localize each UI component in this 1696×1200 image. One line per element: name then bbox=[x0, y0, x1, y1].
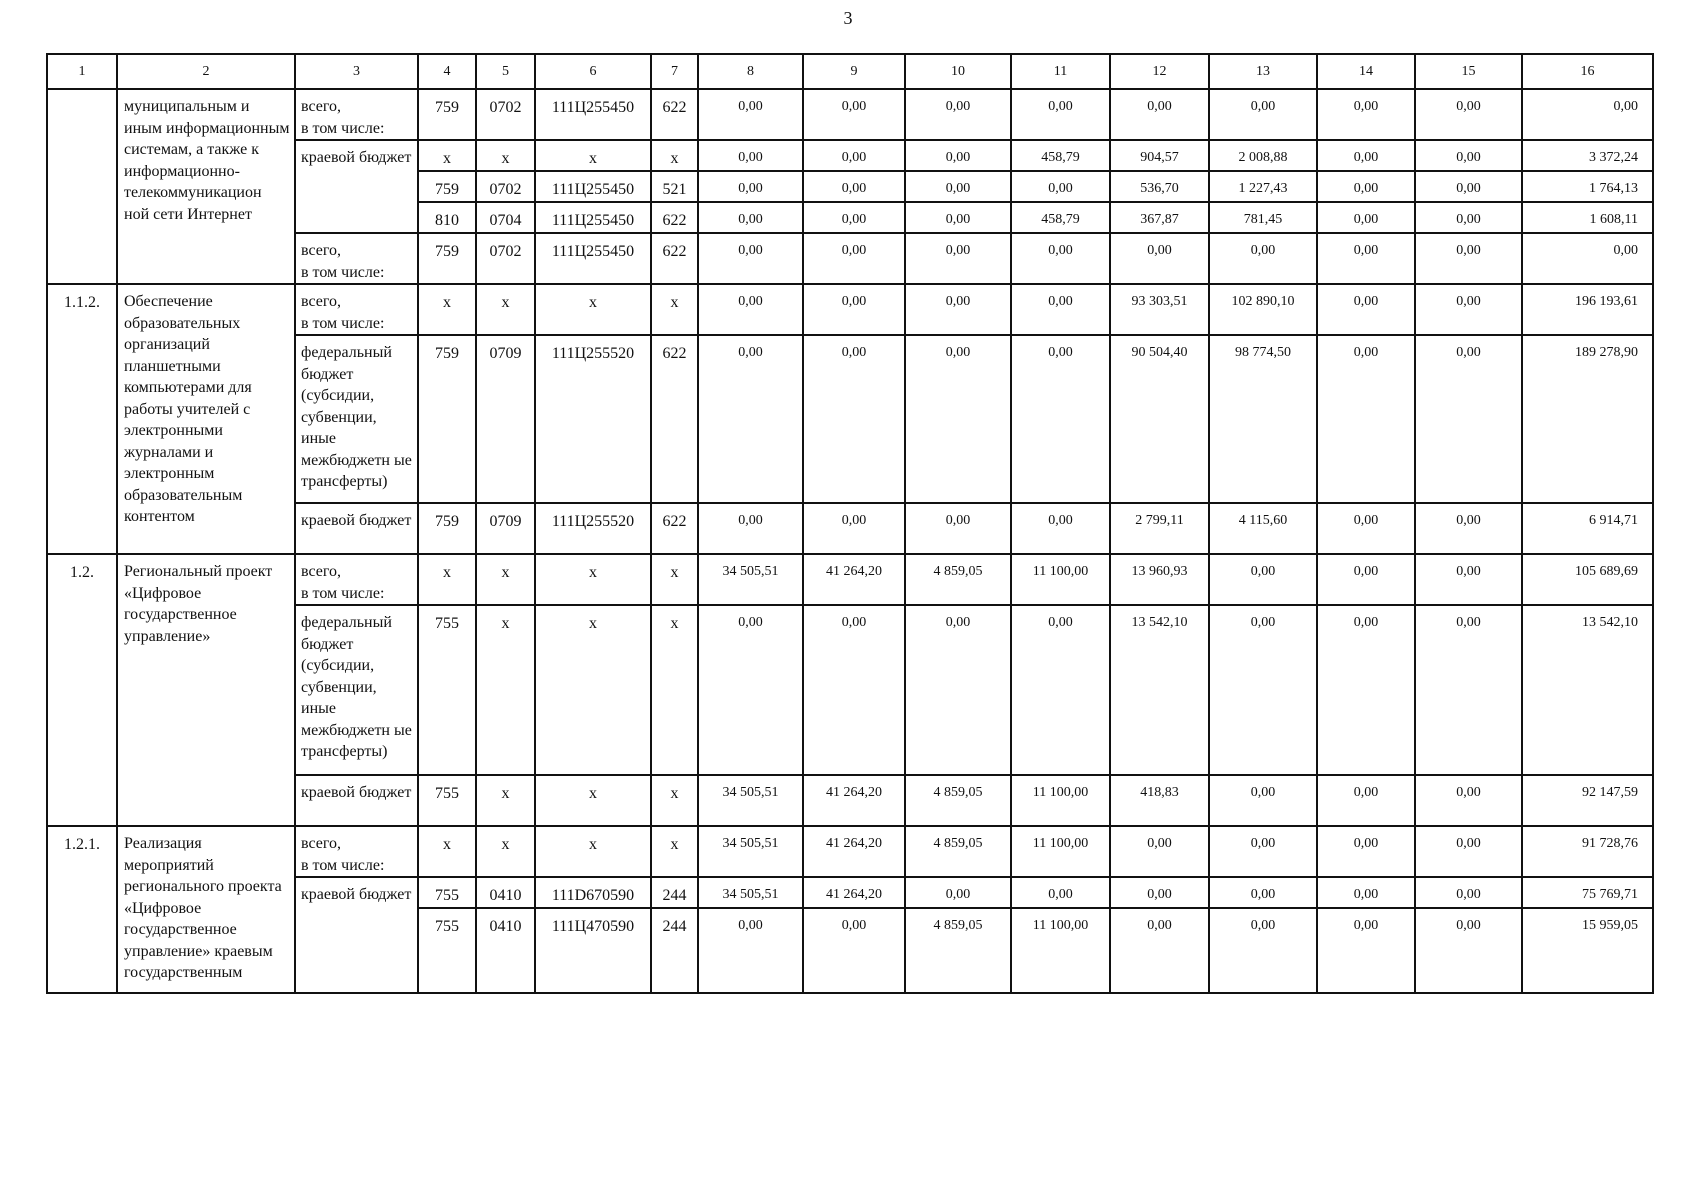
amount-col-15: 0,00 bbox=[1415, 140, 1522, 171]
grbs-code: 755 bbox=[418, 877, 476, 908]
section-code: x bbox=[476, 554, 535, 605]
amount-col-9: 0,00 bbox=[803, 233, 905, 284]
amount-col-8: 0,00 bbox=[698, 503, 803, 554]
expense-type-code: x bbox=[651, 826, 698, 877]
amount-col-15: 0,00 bbox=[1415, 908, 1522, 993]
expense-type-code: 622 bbox=[651, 503, 698, 554]
amount-col-13: 1 227,43 bbox=[1209, 171, 1317, 202]
header-cell-10: 10 bbox=[905, 54, 1011, 89]
amount-col-15: 0,00 bbox=[1415, 554, 1522, 605]
amount-col-12: 367,87 bbox=[1110, 202, 1209, 233]
amount-col-15: 0,00 bbox=[1415, 826, 1522, 877]
amount-col-12: 13 960,93 bbox=[1110, 554, 1209, 605]
funding-source: всего, в том числе: bbox=[295, 89, 418, 140]
amount-col-11: 0,00 bbox=[1011, 171, 1110, 202]
section-code: x bbox=[476, 775, 535, 826]
amount-col-15: 0,00 bbox=[1415, 233, 1522, 284]
amount-col-10: 0,00 bbox=[905, 233, 1011, 284]
table-row bbox=[47, 826, 1653, 877]
amount-col-15: 0,00 bbox=[1415, 775, 1522, 826]
row-number bbox=[47, 89, 117, 284]
amount-col-8: 0,00 bbox=[698, 335, 803, 503]
funding-source: федеральный бюджет (субсидии, субвенции, иные межбюджетн ые трансферты) bbox=[295, 605, 418, 775]
row-number: 1.1.2. bbox=[47, 284, 117, 554]
grbs-code: x bbox=[418, 140, 476, 171]
target-article-code: 111Ц255450 bbox=[535, 171, 651, 202]
grbs-code: 755 bbox=[418, 775, 476, 826]
amount-col-11: 0,00 bbox=[1011, 605, 1110, 775]
header-cell-2: 2 bbox=[117, 54, 295, 89]
amount-col-12: 93 303,51 bbox=[1110, 284, 1209, 335]
header-cell-13: 13 bbox=[1209, 54, 1317, 89]
amount-col-14: 0,00 bbox=[1317, 171, 1415, 202]
funding-source: краевой бюджет bbox=[295, 775, 418, 826]
amount-col-9: 0,00 bbox=[803, 284, 905, 335]
header-row bbox=[47, 54, 1653, 89]
row-name: Региональный проект «Цифровое государственное управление» bbox=[117, 554, 295, 826]
expense-type-code: x bbox=[651, 605, 698, 775]
amount-col-9: 41 264,20 bbox=[803, 826, 905, 877]
header-cell-3: 3 bbox=[295, 54, 418, 89]
amount-col-13: 0,00 bbox=[1209, 605, 1317, 775]
amount-col-10: 0,00 bbox=[905, 171, 1011, 202]
row-number: 1.2.1. bbox=[47, 826, 117, 993]
amount-col-16: 75 769,71 bbox=[1522, 877, 1653, 908]
amount-col-13: 781,45 bbox=[1209, 202, 1317, 233]
expense-type-code: x bbox=[651, 554, 698, 605]
amount-col-9: 0,00 bbox=[803, 171, 905, 202]
amount-col-15: 0,00 bbox=[1415, 89, 1522, 140]
funding-source: всего, в том числе: bbox=[295, 554, 418, 605]
amount-col-10: 0,00 bbox=[905, 605, 1011, 775]
section-code: 0702 bbox=[476, 233, 535, 284]
expense-type-code: 521 bbox=[651, 171, 698, 202]
amount-col-10: 0,00 bbox=[905, 335, 1011, 503]
page-number: 3 bbox=[843, 8, 853, 28]
amount-col-9: 0,00 bbox=[803, 140, 905, 171]
section-code: x bbox=[476, 605, 535, 775]
amount-col-16: 3 372,24 bbox=[1522, 140, 1653, 171]
amount-col-8: 0,00 bbox=[698, 89, 803, 140]
table-row bbox=[47, 554, 1653, 605]
amount-col-13: 98 774,50 bbox=[1209, 335, 1317, 503]
grbs-code: 759 bbox=[418, 233, 476, 284]
amount-col-15: 0,00 bbox=[1415, 171, 1522, 202]
expense-type-code: x bbox=[651, 284, 698, 335]
target-article-code: 111Ц255520 bbox=[535, 335, 651, 503]
target-article-code: x bbox=[535, 140, 651, 171]
amount-col-12: 418,83 bbox=[1110, 775, 1209, 826]
amount-col-10: 4 859,05 bbox=[905, 775, 1011, 826]
grbs-code: 810 bbox=[418, 202, 476, 233]
amount-col-14: 0,00 bbox=[1317, 140, 1415, 171]
amount-col-11: 11 100,00 bbox=[1011, 908, 1110, 993]
amount-col-10: 0,00 bbox=[905, 284, 1011, 335]
amount-col-13: 102 890,10 bbox=[1209, 284, 1317, 335]
amount-col-16: 105 689,69 bbox=[1522, 554, 1653, 605]
amount-col-11: 0,00 bbox=[1011, 89, 1110, 140]
section-code: 0702 bbox=[476, 89, 535, 140]
amount-col-15: 0,00 bbox=[1415, 503, 1522, 554]
amount-col-16: 0,00 bbox=[1522, 233, 1653, 284]
amount-col-12: 13 542,10 bbox=[1110, 605, 1209, 775]
row-name: муниципальным и иным информационным системам, а также к информационно-телекоммуникацион ной сети Интернет bbox=[117, 89, 295, 284]
amount-col-9: 0,00 bbox=[803, 605, 905, 775]
row-number: 1.2. bbox=[47, 554, 117, 826]
header-cell-9: 9 bbox=[803, 54, 905, 89]
target-article-code: 111Ц255450 bbox=[535, 233, 651, 284]
amount-col-12: 536,70 bbox=[1110, 171, 1209, 202]
amount-col-14: 0,00 bbox=[1317, 554, 1415, 605]
grbs-code: x bbox=[418, 554, 476, 605]
amount-col-12: 0,00 bbox=[1110, 826, 1209, 877]
amount-col-13: 0,00 bbox=[1209, 89, 1317, 140]
amount-col-11: 0,00 bbox=[1011, 284, 1110, 335]
target-article-code: x bbox=[535, 554, 651, 605]
amount-col-13: 0,00 bbox=[1209, 775, 1317, 826]
amount-col-16: 0,00 bbox=[1522, 89, 1653, 140]
funding-source: краевой бюджет bbox=[295, 503, 418, 554]
amount-col-14: 0,00 bbox=[1317, 775, 1415, 826]
amount-col-14: 0,00 bbox=[1317, 826, 1415, 877]
grbs-code: 759 bbox=[418, 89, 476, 140]
amount-col-8: 34 505,51 bbox=[698, 877, 803, 908]
section-code: x bbox=[476, 284, 535, 335]
header-cell-8: 8 bbox=[698, 54, 803, 89]
section-code: 0410 bbox=[476, 908, 535, 993]
amount-col-15: 0,00 bbox=[1415, 877, 1522, 908]
amount-col-11: 0,00 bbox=[1011, 233, 1110, 284]
amount-col-12: 2 799,11 bbox=[1110, 503, 1209, 554]
amount-col-9: 0,00 bbox=[803, 202, 905, 233]
amount-col-8: 34 505,51 bbox=[698, 826, 803, 877]
header-cell-7: 7 bbox=[651, 54, 698, 89]
amount-col-13: 2 008,88 bbox=[1209, 140, 1317, 171]
grbs-code: 759 bbox=[418, 503, 476, 554]
expense-type-code: 622 bbox=[651, 202, 698, 233]
table-row bbox=[47, 89, 1653, 140]
target-article-code: 111Ц470590 bbox=[535, 908, 651, 993]
funding-source: федеральный бюджет (субсидии, субвенции, иные межбюджетн ые трансферты) bbox=[295, 335, 418, 503]
amount-col-11: 458,79 bbox=[1011, 140, 1110, 171]
amount-col-16: 91 728,76 bbox=[1522, 826, 1653, 877]
amount-col-10: 0,00 bbox=[905, 503, 1011, 554]
amount-col-10: 4 859,05 bbox=[905, 554, 1011, 605]
amount-col-11: 11 100,00 bbox=[1011, 775, 1110, 826]
amount-col-9: 41 264,20 bbox=[803, 554, 905, 605]
amount-col-16: 189 278,90 bbox=[1522, 335, 1653, 503]
amount-col-13: 0,00 bbox=[1209, 908, 1317, 993]
amount-col-11: 0,00 bbox=[1011, 877, 1110, 908]
expense-type-code: 244 bbox=[651, 908, 698, 993]
section-code: x bbox=[476, 826, 535, 877]
amount-col-14: 0,00 bbox=[1317, 284, 1415, 335]
header-cell-16: 16 bbox=[1522, 54, 1653, 89]
amount-col-12: 0,00 bbox=[1110, 908, 1209, 993]
grbs-code: 759 bbox=[418, 335, 476, 503]
amount-col-16: 1 764,13 bbox=[1522, 171, 1653, 202]
expense-type-code: x bbox=[651, 775, 698, 826]
expense-type-code: 622 bbox=[651, 89, 698, 140]
amount-col-8: 0,00 bbox=[698, 908, 803, 993]
section-code: 0709 bbox=[476, 503, 535, 554]
row-name: Реализация мероприятий регионального проекта «Цифровое государственное управление» краевым государственным bbox=[117, 826, 295, 993]
grbs-code: 759 bbox=[418, 171, 476, 202]
amount-col-12: 0,00 bbox=[1110, 89, 1209, 140]
amount-col-8: 0,00 bbox=[698, 284, 803, 335]
budget-table bbox=[46, 53, 1654, 994]
target-article-code: x bbox=[535, 775, 651, 826]
expense-type-code: 622 bbox=[651, 233, 698, 284]
amount-col-13: 0,00 bbox=[1209, 554, 1317, 605]
amount-col-14: 0,00 bbox=[1317, 605, 1415, 775]
header-cell-11: 11 bbox=[1011, 54, 1110, 89]
amount-col-16: 1 608,11 bbox=[1522, 202, 1653, 233]
target-article-code: 111Ц255450 bbox=[535, 89, 651, 140]
amount-col-15: 0,00 bbox=[1415, 284, 1522, 335]
amount-col-15: 0,00 bbox=[1415, 202, 1522, 233]
header-cell-4: 4 bbox=[418, 54, 476, 89]
amount-col-11: 458,79 bbox=[1011, 202, 1110, 233]
amount-col-13: 0,00 bbox=[1209, 233, 1317, 284]
header-cell-14: 14 bbox=[1317, 54, 1415, 89]
amount-col-15: 0,00 bbox=[1415, 605, 1522, 775]
funding-source: краевой бюджет bbox=[295, 877, 418, 993]
amount-col-9: 41 264,20 bbox=[803, 775, 905, 826]
expense-type-code: 622 bbox=[651, 335, 698, 503]
funding-source: краевой бюджет bbox=[295, 140, 418, 233]
amount-col-16: 15 959,05 bbox=[1522, 908, 1653, 993]
amount-col-13: 4 115,60 bbox=[1209, 503, 1317, 554]
grbs-code: x bbox=[418, 284, 476, 335]
amount-col-10: 0,00 bbox=[905, 877, 1011, 908]
header-cell-1: 1 bbox=[47, 54, 117, 89]
amount-col-11: 11 100,00 bbox=[1011, 554, 1110, 605]
funding-source: всего, в том числе: bbox=[295, 233, 418, 284]
amount-col-14: 0,00 bbox=[1317, 503, 1415, 554]
amount-col-15: 0,00 bbox=[1415, 335, 1522, 503]
amount-col-14: 0,00 bbox=[1317, 908, 1415, 993]
amount-col-9: 0,00 bbox=[803, 89, 905, 140]
amount-col-14: 0,00 bbox=[1317, 202, 1415, 233]
grbs-code: 755 bbox=[418, 605, 476, 775]
section-code: x bbox=[476, 140, 535, 171]
amount-col-16: 196 193,61 bbox=[1522, 284, 1653, 335]
target-article-code: 111Ц255450 bbox=[535, 202, 651, 233]
section-code: 0704 bbox=[476, 202, 535, 233]
amount-col-9: 0,00 bbox=[803, 503, 905, 554]
amount-col-13: 0,00 bbox=[1209, 826, 1317, 877]
amount-col-9: 41 264,20 bbox=[803, 877, 905, 908]
target-article-code: x bbox=[535, 826, 651, 877]
section-code: 0410 bbox=[476, 877, 535, 908]
row-name: Обеспечение образовательных организаций планшетными компьютерами для работы учителей с электронными журналами и электронным образовательным контентом bbox=[117, 284, 295, 554]
expense-type-code: 244 bbox=[651, 877, 698, 908]
amount-col-12: 0,00 bbox=[1110, 877, 1209, 908]
header-cell-5: 5 bbox=[476, 54, 535, 89]
amount-col-8: 0,00 bbox=[698, 202, 803, 233]
amount-col-8: 0,00 bbox=[698, 140, 803, 171]
grbs-code: 755 bbox=[418, 908, 476, 993]
amount-col-10: 4 859,05 bbox=[905, 908, 1011, 993]
amount-col-16: 6 914,71 bbox=[1522, 503, 1653, 554]
target-article-code: 111D670590 bbox=[535, 877, 651, 908]
amount-col-14: 0,00 bbox=[1317, 335, 1415, 503]
amount-col-10: 0,00 bbox=[905, 202, 1011, 233]
target-article-code: x bbox=[535, 605, 651, 775]
amount-col-16: 13 542,10 bbox=[1522, 605, 1653, 775]
amount-col-12: 904,57 bbox=[1110, 140, 1209, 171]
amount-col-11: 11 100,00 bbox=[1011, 826, 1110, 877]
header-cell-15: 15 bbox=[1415, 54, 1522, 89]
amount-col-11: 0,00 bbox=[1011, 503, 1110, 554]
amount-col-10: 4 859,05 bbox=[905, 826, 1011, 877]
funding-source: всего, в том числе: bbox=[295, 826, 418, 877]
amount-col-14: 0,00 bbox=[1317, 89, 1415, 140]
amount-col-11: 0,00 bbox=[1011, 335, 1110, 503]
funding-source: всего, в том числе: bbox=[295, 284, 418, 335]
amount-col-12: 90 504,40 bbox=[1110, 335, 1209, 503]
grbs-code: x bbox=[418, 826, 476, 877]
amount-col-10: 0,00 bbox=[905, 140, 1011, 171]
target-article-code: x bbox=[535, 284, 651, 335]
section-code: 0709 bbox=[476, 335, 535, 503]
amount-col-8: 34 505,51 bbox=[698, 775, 803, 826]
amount-col-13: 0,00 bbox=[1209, 877, 1317, 908]
amount-col-14: 0,00 bbox=[1317, 233, 1415, 284]
amount-col-8: 34 505,51 bbox=[698, 554, 803, 605]
header-cell-6: 6 bbox=[535, 54, 651, 89]
amount-col-8: 0,00 bbox=[698, 233, 803, 284]
amount-col-9: 0,00 bbox=[803, 908, 905, 993]
section-code: 0702 bbox=[476, 171, 535, 202]
amount-col-8: 0,00 bbox=[698, 171, 803, 202]
header-cell-12: 12 bbox=[1110, 54, 1209, 89]
amount-col-12: 0,00 bbox=[1110, 233, 1209, 284]
amount-col-14: 0,00 bbox=[1317, 877, 1415, 908]
amount-col-9: 0,00 bbox=[803, 335, 905, 503]
amount-col-8: 0,00 bbox=[698, 605, 803, 775]
expense-type-code: x bbox=[651, 140, 698, 171]
target-article-code: 111Ц255520 bbox=[535, 503, 651, 554]
amount-col-16: 92 147,59 bbox=[1522, 775, 1653, 826]
amount-col-10: 0,00 bbox=[905, 89, 1011, 140]
table-row bbox=[47, 284, 1653, 335]
